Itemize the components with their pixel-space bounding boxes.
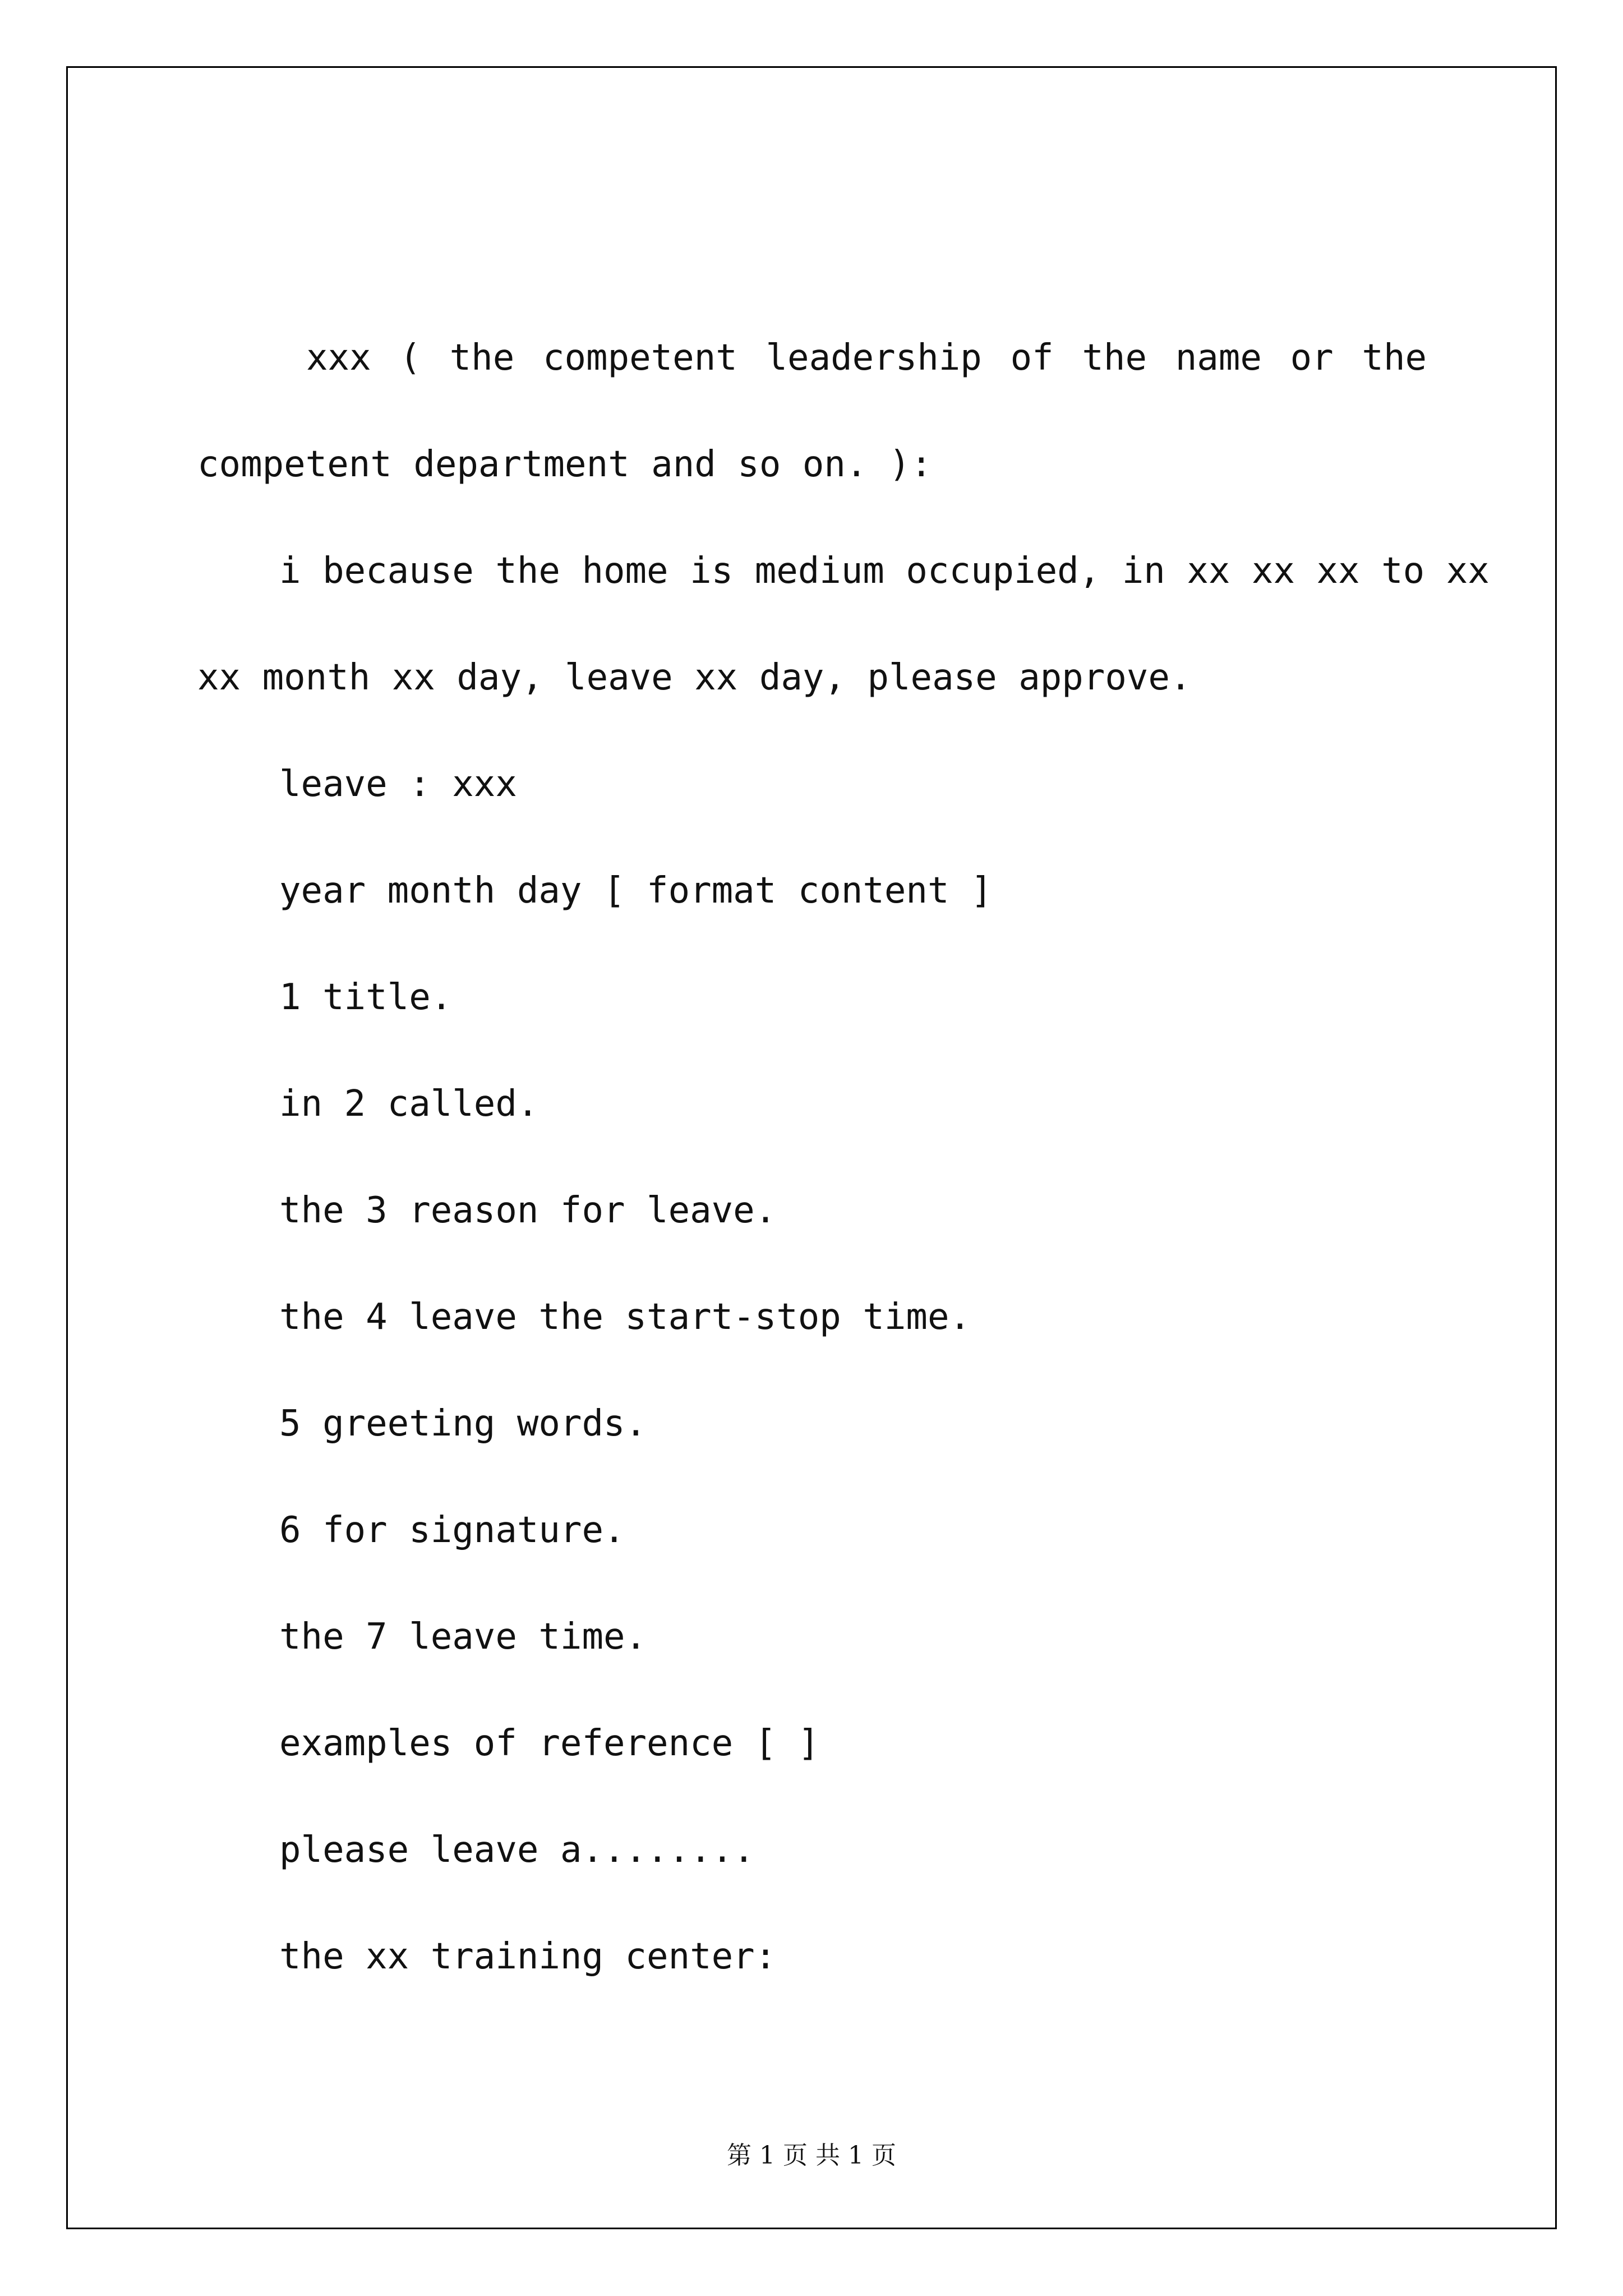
- paragraph-leave-signature: leave : xxx: [279, 763, 517, 805]
- paragraph-salutation-line-1: xxx ( the competent leadership of the name or the: [306, 337, 1427, 379]
- list-item-reason: the 3 reason for leave.: [279, 1190, 777, 1231]
- list-item-leave-time: the 7 leave time.: [279, 1616, 647, 1658]
- paragraph-example-leave: please leave a........: [279, 1829, 755, 1871]
- paragraph-date-format: year month day [ format content ]: [279, 870, 993, 912]
- list-item-greeting: 5 greeting words.: [279, 1403, 647, 1444]
- paragraph-salutation-line-2: competent department and so on. ):: [197, 444, 933, 485]
- page-number-footer: 第 1 页 共 1 页: [727, 2141, 896, 2170]
- list-item-signature: 6 for signature.: [279, 1510, 625, 1551]
- page-border: [66, 66, 1557, 2229]
- paragraph-example-recipient: the xx training center:: [279, 1936, 777, 1977]
- paragraph-request-line-1: i because the home is medium occupied, in xx xx xx to xx: [279, 550, 1490, 592]
- paragraph-examples-heading: examples of reference [ ]: [279, 1723, 820, 1764]
- list-item-title: 1 title.: [279, 977, 453, 1018]
- list-item-start-stop-time: the 4 leave the start-stop time.: [279, 1296, 971, 1338]
- list-item-called: in 2 called.: [279, 1083, 539, 1125]
- paragraph-request-line-2: xx month xx day, leave xx day, please approve.: [197, 657, 1192, 698]
